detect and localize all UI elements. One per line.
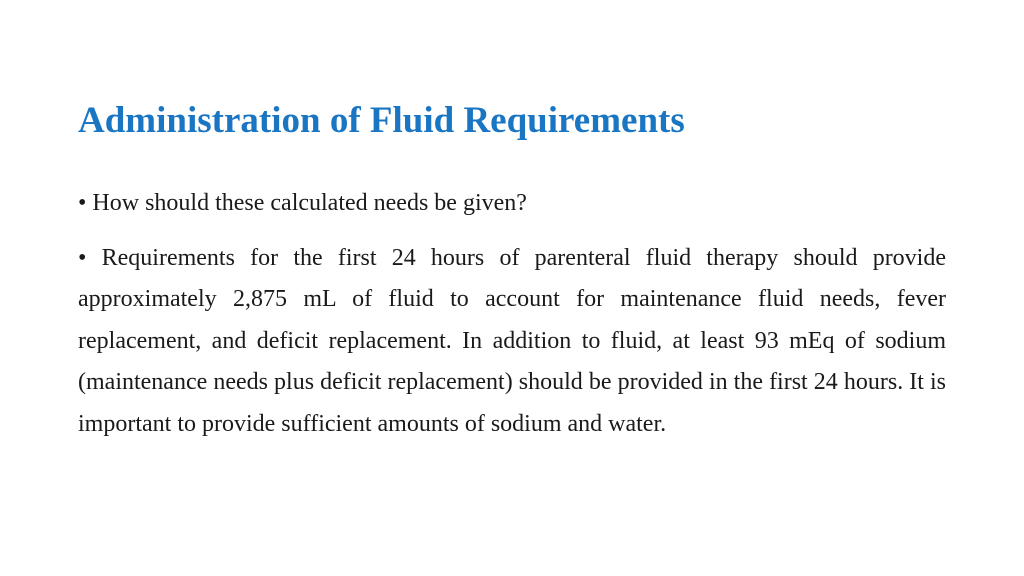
- bullet-list: [78, 183, 946, 445]
- bullet-item: [78, 238, 946, 446]
- bullet-text: How should these calculated needs be given?: [92, 190, 527, 216]
- bullet-text: Requirements for the first 24 hours of parenteral fluid therapy should provide approximately 2,875 mL of fluid to account for maintenance fluid needs, fever replacement, and deficit replacement. In addition to fluid, at least 93 mEq of sodium (maintenance needs plus deficit replacement) should be provided in the first 24 hours. It is important to provide sufficient amounts of sodium and water.: [78, 244, 947, 437]
- bullet-item: [78, 183, 946, 225]
- bullet-marker: •: [78, 190, 87, 216]
- slide-title: Administration of Fluid Requirements: [78, 100, 685, 141]
- bullet-marker: •: [78, 244, 87, 271]
